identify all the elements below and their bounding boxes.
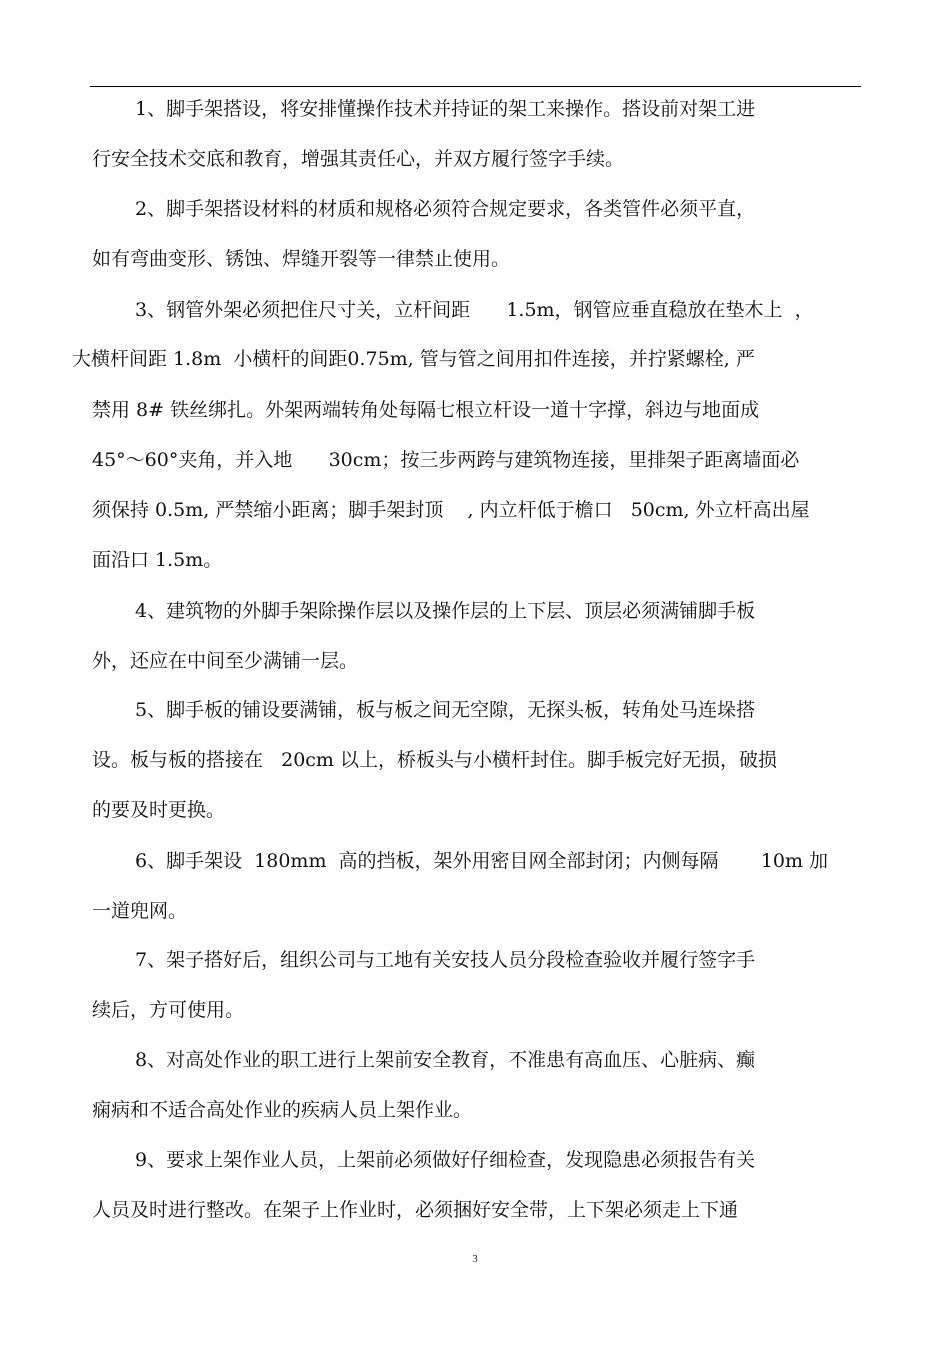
para-3-line-1: 3、钢管外架必须把住尺寸关，立杆间距 1.5m，钢管应垂直稳放在垫木上 ， — [135, 299, 814, 321]
para-4-line-2: 外，还应在中间至少满铺一层。 — [92, 650, 359, 672]
para-5-line-1: 5、脚手板的铺设要满铺，板与板之间无空隙，无探头板，转角处马连垛搭 — [135, 699, 756, 721]
para-8-line-1: 8、对高处作业的职工进行上架前安全教育，不准患有高血压、心脏病、癫 — [135, 1049, 756, 1071]
para-3-line-4: 45°～60°夹角，并入地 30cm；按三步两跨与建筑物连接，里排架子距离墙面必 — [92, 449, 800, 471]
para-6-line-1: 6、脚手架设 180mm 高的挡板，架外用密目网全部封闭；内侧每隔 10m 加 — [135, 850, 829, 872]
para-3-line-3: 禁用 8# 铁丝绑扎。外架两端转角处每隔七根立杆设一道十字撑，斜边与地面成 — [92, 399, 760, 421]
para-9-line-2: 人员及时进行整改。在架子上作业时，必须捆好安全带，上下架必须走上下通 — [92, 1199, 739, 1221]
para-3-line-2: 大横杆间距 1.8m 小横杆的间距0.75m, 管与管之间用扣件连接，并拧紧螺栓, 严 — [72, 348, 755, 370]
para-5-line-2: 设。板与板的搭接在 20cm 以上，桥板头与小横杆封住。脚手板完好无损，破损 — [92, 749, 777, 771]
para-7-line-1: 7、架子搭好后，组织公司与工地有关安技人员分段检查验收并履行签字手 — [135, 949, 756, 971]
page-number: 3 — [472, 1253, 478, 1265]
para-7-line-2: 续后，方可使用。 — [92, 999, 245, 1021]
para-1-line-2: 行安全技术交底和教育，增强其责任心，并双方履行签字手续。 — [92, 148, 625, 170]
para-9-line-1: 9、要求上架作业人员，上架前必须做好仔细检查，发现隐患必须报告有关 — [135, 1149, 756, 1171]
para-3-line-5: 须保持 0.5m, 严禁缩小距离；脚手架封顶 , 内立杆低于檐口 50cm, 外立杆高出屋 — [92, 499, 810, 521]
para-2-line-2: 如有弯曲变形、锈蚀、焊缝开裂等一律禁止使用。 — [92, 248, 511, 270]
para-1-line-1: 1、脚手架搭设，将安排懂操作技术并持证的架工来操作。搭设前对架工进 — [135, 98, 756, 120]
header-rule — [90, 86, 861, 87]
para-8-line-2: 痫病和不适合高处作业的疾病人员上架作业。 — [92, 1099, 473, 1121]
para-4-line-1: 4、建筑物的外脚手架除操作层以及操作层的上下层、顶层必须满铺脚手板 — [135, 600, 756, 622]
para-5-line-3: 的要及时更换。 — [92, 799, 226, 821]
para-6-line-2: 一道兜网。 — [92, 900, 188, 922]
para-3-line-6: 面沿口 1.5m。 — [92, 549, 223, 571]
para-2-line-1: 2、脚手架搭设材料的材质和规格必须符合规定要求，各类管件必须平直， — [135, 198, 756, 220]
